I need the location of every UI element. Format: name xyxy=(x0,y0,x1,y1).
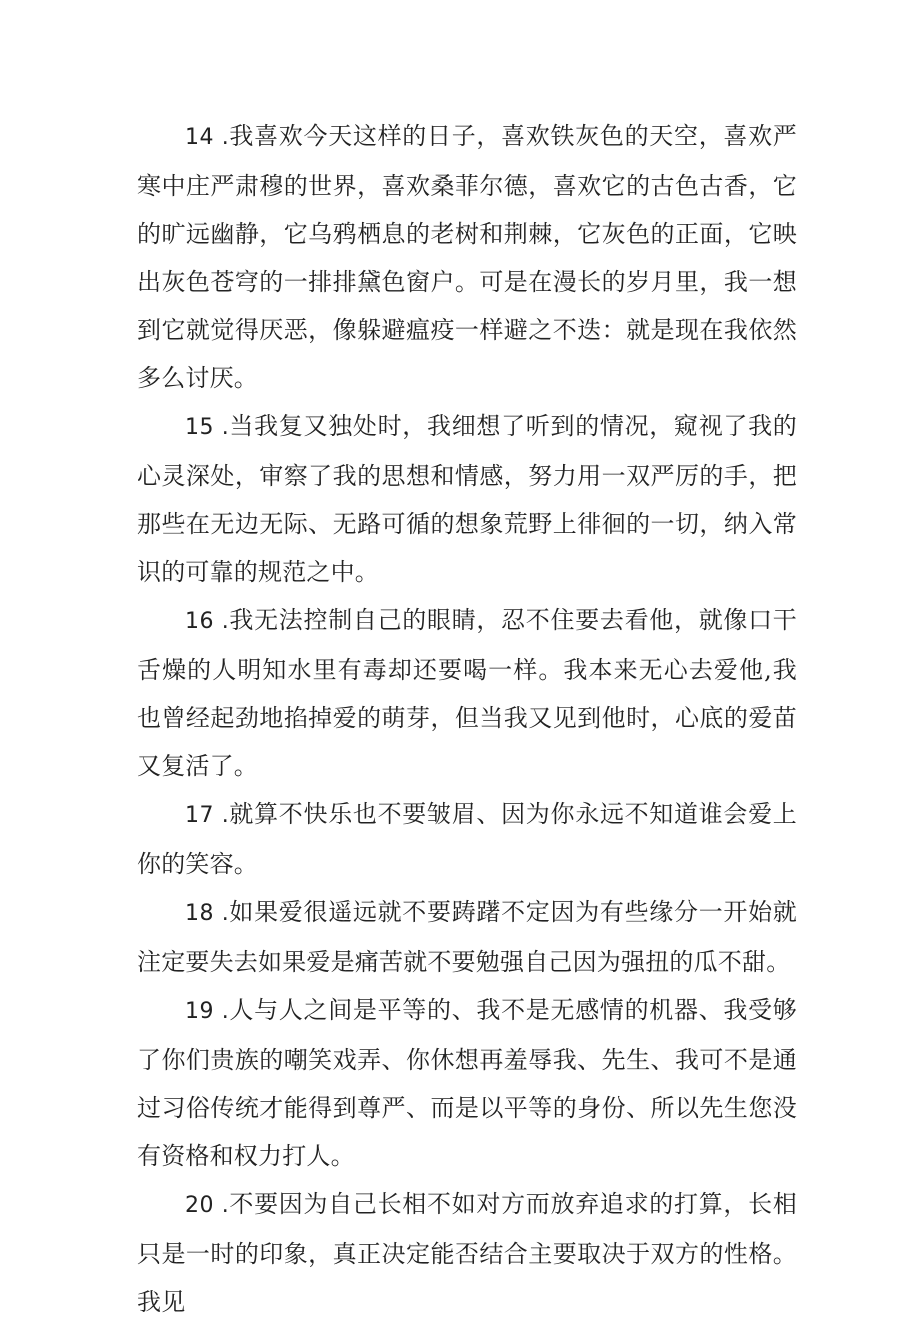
paragraph-14: 14 .我喜欢今天这样的日子，喜欢铁灰色的天空，喜欢严寒中庄严肃穆的世界，喜欢桑菲尔德，喜欢它的古色古香，它的旷远幽静，它乌鸦栖息的老树和荆棘，它灰色的正面，它映出灰色苍穹的一排排黛色窗户。可是在漫长的岁月里，我一想到它就觉得厌恶，像躲避瘟疫一样避之不迭：就是现在我依然多么讨厌。 xyxy=(137,122,797,392)
paragraph-number: 14 xyxy=(185,125,214,150)
paragraph-15: 15 .当我复又独处时，我细想了听到的情况，窥视了我的心灵深处，审察了我的思想和情感，努力用一双严厉的手，把那些在无边无际、无路可循的想象荒野上徘徊的一切，纳入常识的可靠的规范之中。 xyxy=(137,412,797,586)
paragraph-text: 当我复又独处时，我细想了听到的情况，窥视了我的心灵深处，审察了我的思想和情感，努力用一双严厉的手，把那些在无边无际、无路可循的想象荒野上徘徊的一切，纳入常识的可靠的规范之中。 xyxy=(137,412,797,586)
paragraph-text: 不要因为自己长相不如对方而放弃追求的打算，长相只是一时的印象，真正决定能否结合主要取决于双方的性格。我见 xyxy=(137,1190,797,1316)
paragraph-text: 就算不快乐也不要皱眉、因为你永远不知道谁会爱上你的笑容。 xyxy=(137,800,797,878)
paragraph-text: 如果爱很遥远就不要踌躇不定因为有些缘分一开始就注定要失去如果爱是痛苦就不要勉强自己因为强扭的瓜不甜。 xyxy=(137,898,797,976)
paragraph-number: 17 xyxy=(185,803,214,828)
paragraph-16: 16 .我无法控制自己的眼睛，忍不住要去看他，就像口干舌燥的人明知水里有毒却还要喝一样。我本来无心去爱他,我也曾经起劲地掐掉爱的萌芽，但当我又见到他时，心底的爱苗又复活了。 xyxy=(137,606,797,780)
paragraph-17: 17 .就算不快乐也不要皱眉、因为你永远不知道谁会爱上你的笑容。 xyxy=(137,800,797,878)
paragraph-text: 我无法控制自己的眼睛，忍不住要去看他，就像口干舌燥的人明知水里有毒却还要喝一样。我本来无心去爱他,我也曾经起劲地掐掉爱的萌芽，但当我又见到他时，心底的爱苗又复活了。 xyxy=(137,606,797,780)
paragraph-18: 18 .如果爱很遥远就不要踌躇不定因为有些缘分一开始就注定要失去如果爱是痛苦就不要勉强自己因为强扭的瓜不甜。 xyxy=(137,898,797,976)
paragraph-text: 人与人之间是平等的、我不是无感情的机器、我受够了你们贵族的嘲笑戏弄、你休想再羞辱我、先生、我可不是通过习俗传统才能得到尊严、而是以平等的身份、所以先生您没有资格和权力打人。 xyxy=(137,996,797,1170)
document-body xyxy=(137,112,797,1326)
paragraph-text: 我喜欢今天这样的日子，喜欢铁灰色的天空，喜欢严寒中庄严肃穆的世界，喜欢桑菲尔德，喜欢它的古色古香，它的旷远幽静，它乌鸦栖息的老树和荆棘，它灰色的正面，它映出灰色苍穹的一排排黛色窗户。可是在漫长的岁月里，我一想到它就觉得厌恶，像躲避瘟疫一样避之不迭：就是现在我依然多么讨厌。 xyxy=(137,122,797,392)
paragraph-number: 15 xyxy=(185,415,214,440)
paragraph-number: 19 xyxy=(185,999,214,1024)
paragraph-number: 18 xyxy=(185,901,214,926)
paragraph-20: 20 .不要因为自己长相不如对方而放弃追求的打算，长相只是一时的印象，真正决定能否结合主要取决于双方的性格。我见 xyxy=(137,1190,797,1316)
paragraph-number: 16 xyxy=(185,609,214,634)
paragraph-number: 20 xyxy=(185,1193,214,1218)
paragraph-19: 19 .人与人之间是平等的、我不是无感情的机器、我受够了你们贵族的嘲笑戏弄、你休想再羞辱我、先生、我可不是通过习俗传统才能得到尊严、而是以平等的身份、所以先生您没有资格和权力打人。 xyxy=(137,996,797,1170)
